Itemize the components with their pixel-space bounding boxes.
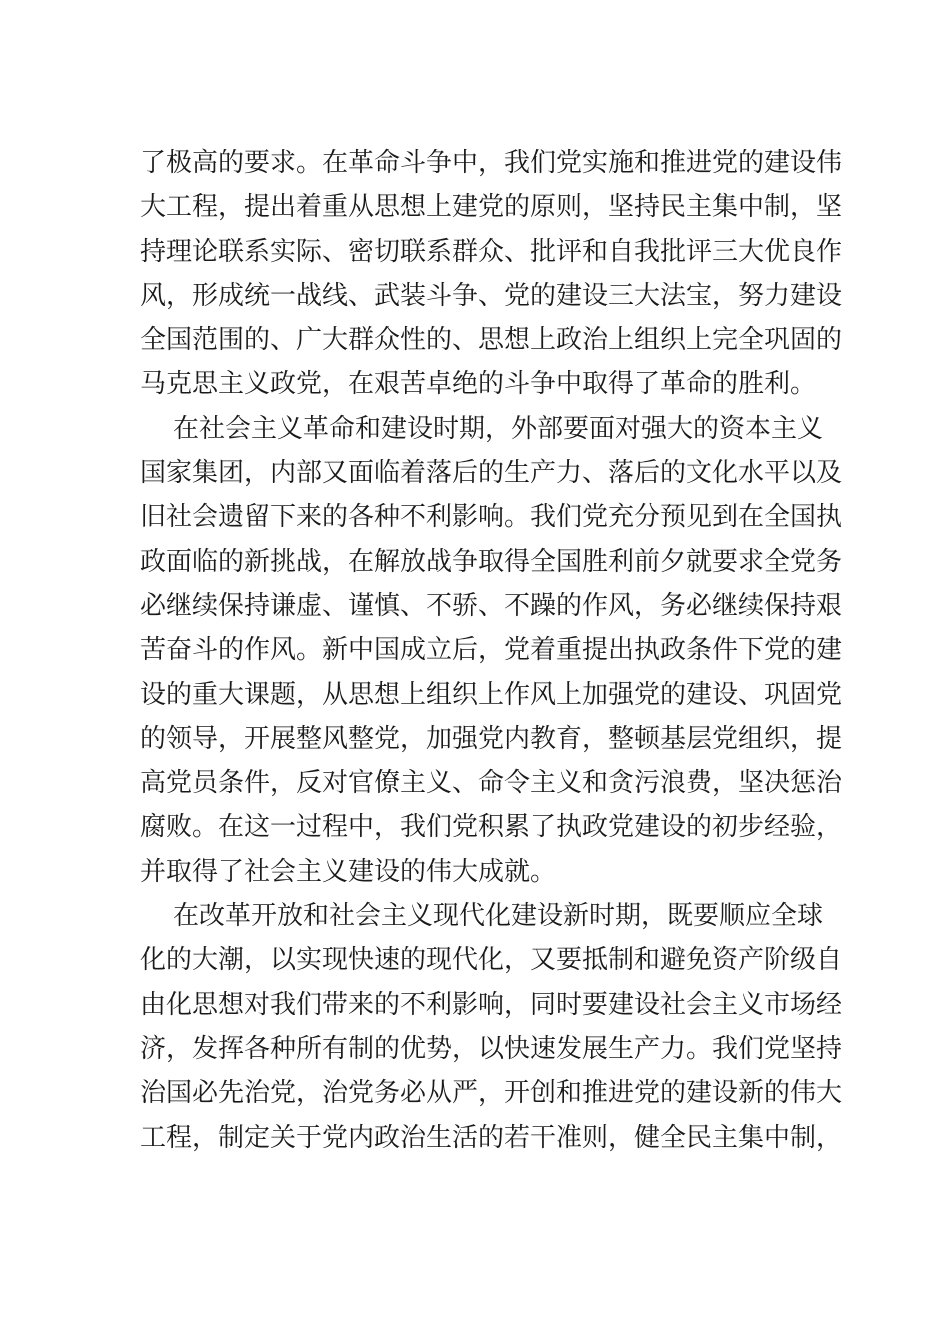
text-line: 了极高的要求。在革命斗争中，我们党实施和推进党的建设伟	[140, 148, 843, 178]
text-line: 在社会主义革命和建设时期，外部要面对强大的资本主义	[173, 413, 824, 444]
text-line: 工程，制定关于党内政治生活的若干准则，健全民主集中制，	[140, 1122, 843, 1153]
text-line: 风，形成统一战线、武装斗争、党的建设三大法宝，努力建设	[140, 280, 843, 311]
text-line: 由化思想对我们带来的不利影响，同时要建设社会主义市场经	[140, 989, 843, 1020]
body-text	[140, 141, 843, 1160]
text-line: 的领导，开展整风整党，加强党内教育，整顿基层党组织，提	[140, 723, 843, 754]
text-line: 苦奋斗的作风。新中国成立后，党着重提出执政条件下党的建	[140, 635, 843, 666]
paragraph	[140, 894, 843, 1160]
paragraph	[140, 141, 843, 407]
text-line: 持理论联系实际、密切联系群众、批评和自我批评三大优良作	[140, 236, 843, 267]
text-line: 化的大潮，以实现快速的现代化，又要抵制和避免资产阶级自	[140, 945, 843, 976]
text-line: 腐败。在这一过程中，我们党积累了执政党建设的初步经验，	[140, 812, 843, 843]
text-line: 治国必先治党，治党务必从严，开创和推进党的建设新的伟大	[140, 1078, 843, 1109]
text-line: 国家集团，内部又面临着落后的生产力、落后的文化水平以及	[140, 458, 843, 489]
text-line: 全国范围的、广大群众性的、思想上政治上组织上完全巩固的	[140, 325, 843, 356]
paragraph	[140, 407, 843, 894]
text-line: 马克思主义政党，在艰苦卓绝的斗争中取得了革命的胜利。	[140, 369, 817, 400]
text-line: 设的重大课题，从思想上组织上作风上加强党的建设、巩固党	[140, 679, 843, 710]
text-line: 在改革开放和社会主义现代化建设新时期，既要顺应全球	[173, 901, 824, 932]
text-line: 必继续保持谦虚、谨慎、不骄、不躁的作风，务必继续保持艰	[140, 590, 843, 621]
text-line: 济，发挥各种所有制的优势，以快速发展生产力。我们党坚持	[140, 1033, 843, 1064]
text-line: 政面临的新挑战，在解放战争取得全国胜利前夕就要求全党务	[140, 546, 843, 577]
text-line: 大工程，提出着重从思想上建党的原则，坚持民主集中制，坚	[140, 192, 843, 223]
text-line: 高党员条件，反对官僚主义、命令主义和贪污浪费，坚决惩治	[140, 768, 843, 799]
text-line: 并取得了社会主义建设的伟大成就。	[140, 856, 557, 887]
text-line: 旧社会遗留下来的各种不利影响。我们党充分预见到在全国执	[140, 502, 843, 533]
